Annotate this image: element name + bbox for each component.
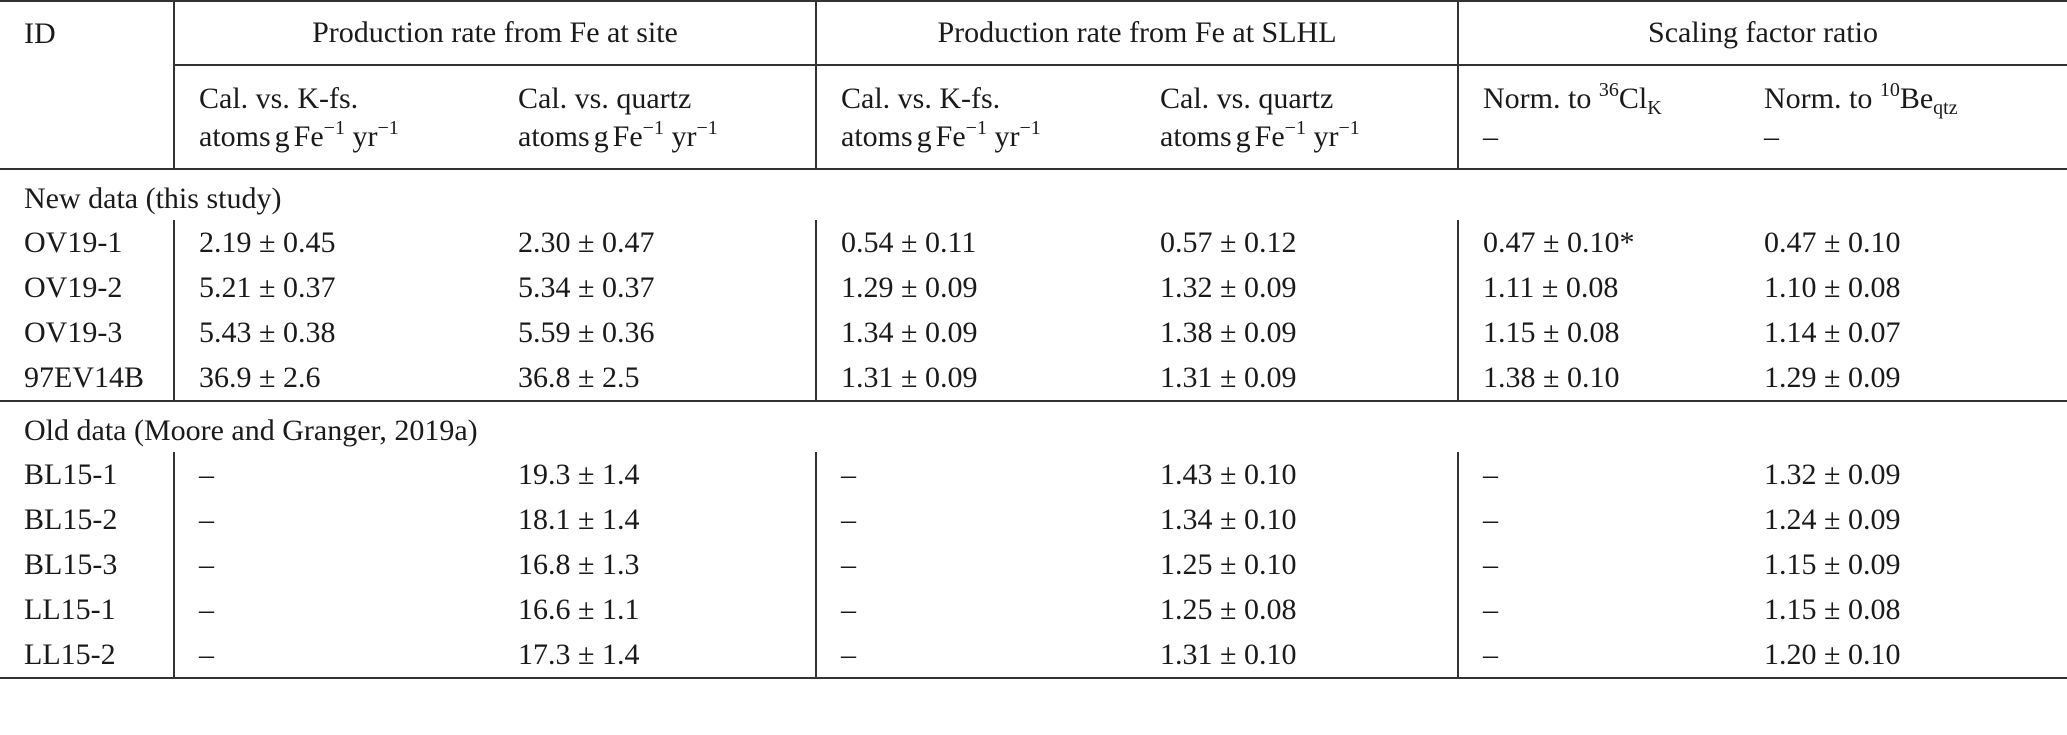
cell-norm-cl: –: [1458, 587, 1740, 632]
cell-slhl-kfs: –: [816, 452, 1136, 497]
unit-site-kfs: atoms g $Fe^{-1}$ $yr^{-1}$: [174, 118, 494, 169]
cell-norm-cl: –: [1458, 497, 1740, 542]
cell-slhl-kfs: 0.54 ± 0.11: [816, 220, 1136, 265]
cell-site-kfs: –: [174, 542, 494, 587]
group-header-site: Production rate from Fe at site: [174, 1, 816, 65]
cell-site-quartz: 17.3 ± 1.4: [494, 632, 816, 678]
cell-slhl-quartz: 0.57 ± 0.12: [1160, 225, 1297, 259]
cell-norm-cl: 1.15 ± 0.08: [1458, 310, 1740, 355]
section-title-old: Old data (Moore and Granger, 2019a): [24, 414, 478, 447]
cell-site-quartz: 5.59 ± 0.36: [518, 315, 655, 349]
cell-norm-cl: 0.47 ± 0.10*: [1458, 220, 1740, 265]
table-row: [0, 587, 2067, 632]
table-row: [0, 452, 2067, 497]
cell-slhl-kfs: 1.31 ± 0.09: [816, 355, 1136, 401]
cell-norm-cl: 1.38 ± 0.10: [1458, 355, 1740, 401]
row-id: LL15-1: [24, 592, 116, 626]
norm-be-element: Be: [1899, 82, 1934, 115]
norm-be-label: Norm. to: [1764, 82, 1873, 115]
norm-cl-mass: 36: [1598, 79, 1619, 101]
section-title-row: [0, 401, 2067, 452]
cell-site-quartz: 36.8 ± 2.5: [494, 355, 816, 401]
unit-slhl-kfs: atoms g $Fe^{-1}$ $yr^{-1}$: [816, 118, 1136, 169]
cell-site-kfs: 5.21 ± 0.37: [174, 265, 494, 310]
cell-slhl-quartz: 1.34 ± 0.10: [1160, 502, 1297, 536]
cell-slhl-quartz: 1.25 ± 0.08: [1160, 592, 1297, 626]
cell-norm-be: 1.14 ± 0.07: [1764, 315, 1901, 349]
header-row-groups: [0, 1, 2067, 65]
table-row: [0, 355, 2067, 401]
cell-norm-be: 1.24 ± 0.09: [1764, 502, 1901, 536]
section-title-new: New data (this study): [24, 182, 282, 215]
cell-norm-be: 1.29 ± 0.09: [1740, 355, 2067, 401]
cell-slhl-quartz: 1.31 ± 0.10: [1136, 632, 1458, 678]
row-id: BL15-2: [24, 502, 118, 536]
cell-norm-cl: –: [1458, 452, 1740, 497]
header-row-subcolumns: [0, 65, 2067, 118]
table-row: [0, 220, 2067, 265]
header-row-units: [0, 118, 2067, 169]
header-blank: [0, 118, 174, 169]
cell-norm-be: 0.47 ± 0.10: [1764, 225, 1901, 259]
group-header-scaling: Scaling factor ratio: [1458, 1, 2067, 65]
unit-site-quartz: atoms g $Fe^{-1}$ $yr^{-1}$: [494, 118, 816, 169]
cell-site-quartz: 18.1 ± 1.4: [518, 502, 640, 536]
cell-site-quartz: 19.3 ± 1.4: [518, 457, 640, 491]
norm-cl-element: Cl: [1618, 82, 1648, 115]
cell-norm-be: 1.10 ± 0.08: [1764, 270, 1901, 304]
cell-slhl-kfs: –: [816, 497, 1136, 542]
row-id: BL15-3: [24, 547, 118, 581]
subheader-slhl-kfs: Cal. vs. K-fs.: [816, 65, 1136, 118]
row-id: BL15-1: [24, 457, 118, 491]
norm-be-mass: 10: [1879, 79, 1900, 101]
unit-norm-be: –: [1740, 118, 2067, 169]
cell-norm-be: 1.32 ± 0.09: [1764, 457, 1901, 491]
subheader-site-quartz: Cal. vs. quartz: [518, 82, 692, 115]
cell-slhl-quartz: 1.25 ± 0.10: [1160, 547, 1297, 581]
cell-site-quartz: 16.8 ± 1.3: [518, 547, 640, 581]
cell-site-kfs: 36.9 ± 2.6: [174, 355, 494, 401]
cell-site-quartz: 2.30 ± 0.47: [518, 225, 655, 259]
table-row: [0, 310, 2067, 355]
row-id: 97EV14B: [0, 355, 174, 401]
cell-norm-be: 1.20 ± 0.10: [1740, 632, 2067, 678]
cell-slhl-kfs: –: [816, 632, 1136, 678]
cell-slhl-quartz: 1.31 ± 0.09: [1136, 355, 1458, 401]
cell-site-kfs: 5.43 ± 0.38: [174, 310, 494, 355]
cell-site-kfs: –: [174, 452, 494, 497]
subheader-slhl-quartz: Cal. vs. quartz: [1160, 82, 1334, 115]
header-blank: [0, 65, 174, 118]
cell-site-kfs: –: [174, 632, 494, 678]
cell-site-kfs: 2.19 ± 0.45: [174, 220, 494, 265]
cell-norm-cl: –: [1458, 632, 1740, 678]
norm-cl-label: Norm. to: [1483, 82, 1592, 115]
cell-slhl-kfs: –: [816, 587, 1136, 632]
cell-slhl-quartz: 1.38 ± 0.09: [1160, 315, 1297, 349]
cell-site-quartz: 16.6 ± 1.1: [518, 592, 640, 626]
cell-slhl-kfs: –: [816, 542, 1136, 587]
column-header-id: ID: [0, 1, 174, 65]
section-title-row: [0, 169, 2067, 220]
cell-slhl-quartz: 1.43 ± 0.10: [1160, 457, 1297, 491]
subheader-norm-cl: [1458, 65, 1740, 118]
subheader-norm-be: [1740, 65, 2067, 118]
table-row: [0, 265, 2067, 310]
unit-slhl-quartz: atoms g $Fe^{-1}$ $yr^{-1}$: [1136, 118, 1458, 169]
norm-cl-sub: K: [1647, 97, 1662, 119]
cell-norm-be: 1.15 ± 0.08: [1764, 592, 1901, 626]
cell-site-kfs: –: [174, 497, 494, 542]
cell-slhl-kfs: 1.29 ± 0.09: [816, 265, 1136, 310]
cell-norm-cl: 1.11 ± 0.08: [1458, 265, 1740, 310]
group-header-slhl: Production rate from Fe at SLHL: [816, 1, 1458, 65]
cell-slhl-quartz: 1.32 ± 0.09: [1160, 270, 1297, 304]
table-row: [0, 632, 2067, 678]
cell-site-kfs: –: [174, 587, 494, 632]
row-id: OV19-3: [24, 315, 123, 349]
norm-be-sub: qtz: [1933, 97, 1958, 119]
cell-norm-cl: –: [1458, 542, 1740, 587]
row-id: OV19-1: [24, 225, 123, 259]
unit-norm-cl: –: [1458, 118, 1740, 169]
subheader-site-kfs: Cal. vs. K-fs.: [174, 65, 494, 118]
table-row: [0, 542, 2067, 587]
table-row: [0, 497, 2067, 542]
cell-slhl-kfs: 1.34 ± 0.09: [816, 310, 1136, 355]
row-id: LL15-2: [0, 632, 174, 678]
cell-site-quartz: 5.34 ± 0.37: [518, 270, 655, 304]
cell-norm-be: 1.15 ± 0.09: [1764, 547, 1901, 581]
row-id: OV19-2: [24, 270, 123, 304]
